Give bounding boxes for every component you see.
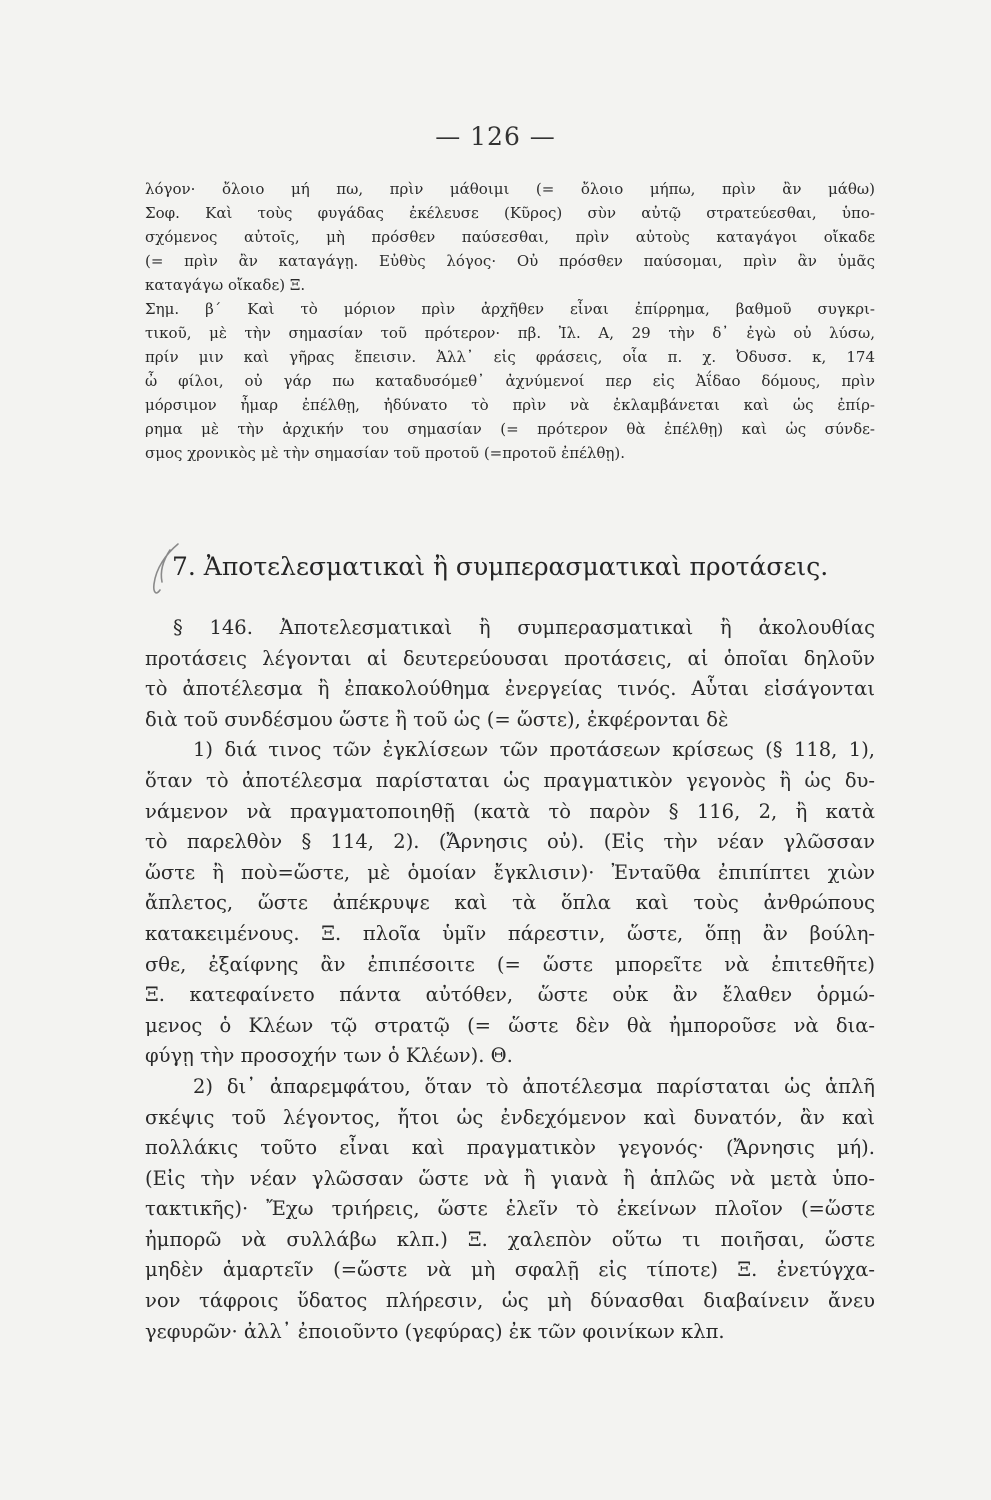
page-number: — 126 — [435,122,556,151]
text-line: διὰ τοῦ συνδέσμου ὥστε ἢ τοῦ ὡς (= ὥστε), ἐκφέρονται δὲ [145,707,729,731]
text-line: ἠμπορῶ νὰ συλλάβω κλπ.) Ξ. χαλεπὸν οὕτω τι ποιῆσαι, ὥστε [145,1227,875,1251]
text-line: πολλάκις τοῦτο εἶναι καὶ πραγματικὸν γεγονός· (Ἄρνησις μή). [145,1136,875,1160]
text-line: τακτικῆς)· Ἔχω τριήρεις, ὥστε ἑλεῖν τὸ ἐκείνων πλοῖον (=ὥστε [145,1197,875,1221]
text-line: ὥστε ἢ ποὺ=ὥστε, μὲ ὁμοίαν ἔγκλισιν)· Ἐνταῦθα ἐπιπίπτει χιὼν [145,860,875,884]
text-line: (Εἰς τὴν νέαν γλῶσσαν ὥστε νὰ ἢ γιανὰ ἢ ἁπλῶς νὰ μετὰ ὑπο- [145,1166,875,1190]
text-line: νον τάφροις ὕδατος πλήρεσιν, ὡς μὴ δύνασθαι διαβαίνειν ἄνευ [145,1289,875,1313]
text-line: σμος χρονικὸς μὲ τὴν σημασίαν τοῦ προτοῦ (=προτοῦ ἐπέλθῃ). [145,444,625,462]
text-line: προτάσεις λέγονται αἱ δευτερεύουσαι προτάσεις, αἱ ὁποῖαι δηλοῦν [145,646,875,670]
text-line: νάμενον νὰ πραγματοποιηθῇ (κατὰ τὸ παρὸν § 116, 2, ἢ κατὰ [145,799,875,823]
text-line: ὅταν τὸ ἀποτέλεσμα παρίσταται ὡς πραγματικὸν γεγονὸς ἢ ὡς δυ- [145,768,875,792]
text-line: φύγῃ τὴν προσοχήν των ὁ Κλέων). Θ. [145,1044,513,1068]
text-line: σθε, ἐξαίφνης ἂν ἐπιπέσοιτε (= ὥστε μπορεῖτε νὰ ἐπιτεθῆτε) [145,952,875,976]
text-line: κατακειμένους. Ξ. πλοῖα ὑμῖν πάρεστιν, ὥστε, ὅπῃ ἂν βούλη- [145,921,875,945]
text-line: μόρσιμον ἦμαρ ἐπέλθῃ, ἠδύνατο τὸ πρὶν νὰ ἐκλαμβάνεται καὶ ὡς ἐπίρ- [145,396,875,414]
section-heading: 7. Ἀποτελεσματικαὶ ἢ συμπερασματικαὶ προτάσεις. [172,552,829,581]
text-line: ὦ φίλοι, οὐ γάρ πω καταδυσόμεθ᾽ ἀχνύμενοί περ εἰς Ἀΐδαο δόμους, πρὶν [145,372,875,390]
text-line: τικοῦ, μὲ τὴν σημασίαν τοῦ πρότερον· πβ. Ἰλ. Α, 29 τὴν δ᾽ ἐγὼ οὐ λύσω, [145,324,875,342]
text-line: Σοφ. Καὶ τοὺς φυγάδας ἐκέλευσε (Κῦρος) σὺν αὐτῷ στρατεύεσθαι, ὑπο- [145,204,875,222]
text-line: γεφυρῶν· ἀλλ᾽ ἐποιοῦντο (γεφύρας) ἐκ τῶν φοινίκων κλπ. [145,1319,725,1343]
text-line: Ξ. κατεφαίνετο πάντα αὐτόθεν, ὥστε οὐκ ἂν ἔλαθεν ὁρμώ- [145,983,875,1007]
text-line: τὸ ἀποτέλεσμα ἢ ἐπακολούθημα ἐνεργείας τινός. Αὗται εἰσάγονται [145,677,875,701]
text-line: μενος ὁ Κλέων τῷ στρατῷ (= ὥστε δὲν θὰ ἠμποροῦσε νὰ δια- [145,1013,875,1037]
text-line: 1) διά τινος τῶν ἐγκλίσεων τῶν προτάσεων κρίσεως (§ 118, 1), [193,738,875,762]
text-line: σχόμενος αὐτοῖς, μὴ πρόσθεν παύσεσθαι, πρὶν αὐτοὺς καταγάγοι οἴκαδε [145,228,875,246]
text-line: (= πρὶν ἂν καταγάγῃ. Εὐθὺς λόγος· Οὐ πρόσθεν παύσομαι, πρὶν ἂν ὑμᾶς [145,252,875,270]
text-line: καταγάγω οἴκαδε) Ξ. [145,276,306,294]
text-line: μηδὲν ἁμαρτεῖν (=ὥστε νὰ μὴ σφαλῇ εἰς τίποτε) Ξ. ἐνετύγχα- [145,1258,875,1282]
text-line: ρημα μὲ τὴν ἀρχικήν του σημασίαν (= πρότερον θὰ ἐπέλθῃ) καὶ ὡς σύνδε- [145,420,875,438]
footnote-block [145,177,875,465]
text-line: § 146. Ἀποτελεσματικαὶ ἢ συμπερασματικαὶ ἢ ἀκολουθίας [173,616,875,639]
text-line: πρίν μιν καὶ γῆρας ἔπεισιν. Ἀλλ᾽ εἰς φράσεις, οἷα π. χ. Ὀδυσσ. κ, 174 [145,348,875,366]
text-line: Σημ. β΄ Καὶ τὸ μόριον πρὶν ἀρχῆθεν εἶναι ἐπίρρημα, βαθμοῦ συγκρι- [145,300,875,318]
text-line: σκέψις τοῦ λέγοντος, ἤτοι ὡς ἐνδεχόμενον καὶ δυνατόν, ἂν καὶ [145,1105,875,1129]
text-line: τὸ παρελθὸν § 114, 2). (Ἄρνησις οὐ). (Εἰς τὴν νέαν γλῶσσαν [145,830,875,854]
text-line: λόγον· ὄλοιο μή πω, πρὶν μάθοιμι (= ὄλοιο μήπω, πρὶν ἂν μάθω) [145,180,875,198]
text-line: 2) δι᾽ ἀπαρεμφάτου, ὅταν τὸ ἀποτέλεσμα παρίσταται ὡς ἁπλῆ [193,1074,875,1098]
main-text-block [145,613,875,1347]
text-line: ἄπλετος, ὥστε ἀπέκρυψε καὶ τὰ ὅπλα καὶ τοὺς ἀνθρώπους [145,891,875,915]
